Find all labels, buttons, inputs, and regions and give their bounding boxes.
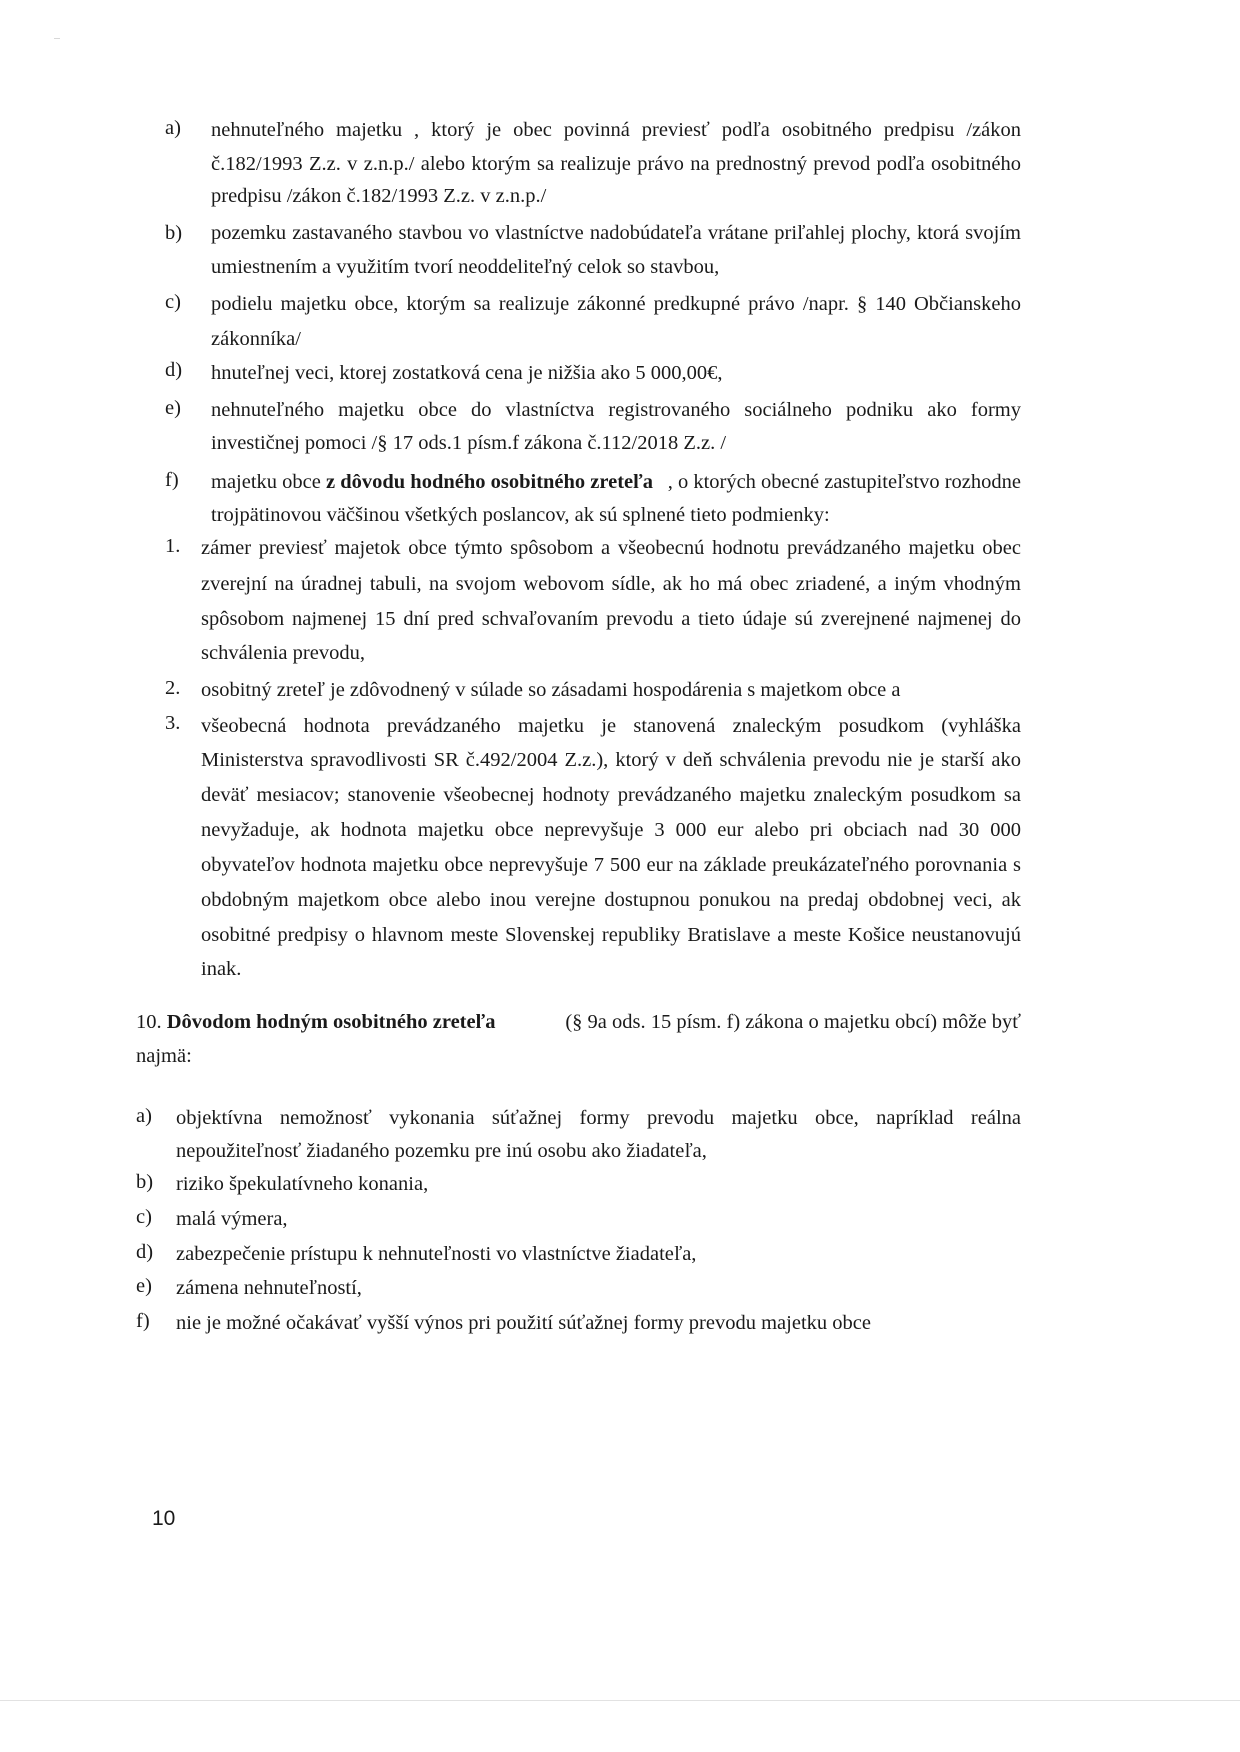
numbered-item-line: osobitné predpisy o hlavnom meste Slovenskej republiky Bratislave a meste Košice neustanovujú: [201, 924, 1021, 946]
list-item-line: malá výmera,: [176, 1208, 288, 1230]
list-item-marker: c): [165, 291, 181, 313]
numbered-item-line: obdobným majetkom obce alebo inou verejne dostupnou ponukou na predaj obdobnej veci, ak: [201, 889, 1021, 911]
list-item-line: zákonníka/: [211, 328, 301, 350]
numbered-item-line: zámer previesť majetok obce týmto spôsobom a všeobecnú hodnotu prevádzaného majetku obec: [201, 537, 1021, 559]
numbered-item-line: inak.: [201, 958, 242, 980]
numbered-item-line: obyvateľov hodnota majetku obce neprevyšuje 7 500 eur na základe preukázateľného porovnania s: [201, 854, 1021, 876]
list-item-marker: e): [136, 1275, 152, 1297]
numbered-item-line: deväť mesiacov; stanovenie všeobecnej hodnoty prevádzaného majetku znaleckým posudkom sa: [201, 784, 1021, 806]
section-heading-line: [136, 1004, 1021, 1041]
list-item-line-with-bold: [211, 464, 1021, 501]
section-text-line: najmä:: [136, 1045, 192, 1067]
list-item-marker: d): [136, 1241, 154, 1263]
list-item-line: trojpätinovou väčšinou všetkých poslancov, ak sú splnené tieto podmienky:: [211, 504, 830, 526]
list-item-marker: b): [165, 222, 183, 244]
text-fragment: majetku obce: [211, 471, 326, 493]
list-item-line: nehnuteľného majetku , ktorý je obec povinná previesť podľa osobitného predpisu /zákon: [211, 119, 1021, 141]
list-item-line: hnuteľnej veci, ktorej zostatková cena je nižšia ako 5 000,00€,: [211, 362, 723, 384]
list-item-line: predpisu /zákon č.182/1993 Z.z. v z.n.p./: [211, 185, 547, 207]
list-item-line: nie je možné očakávať vyšší výnos pri použití súťažnej formy prevodu majetku obce: [176, 1312, 871, 1334]
page-number: 10: [152, 1507, 176, 1530]
section-text: (§ 9a ods. 15 písm. f) zákona o majetku obcí) môže byť: [565, 1011, 1021, 1033]
list-item-marker: b): [136, 1171, 154, 1193]
section-bold-phrase: Dôvodom hodným osobitného zreteľa: [166, 1011, 496, 1033]
list-item-line: pozemku zastavaného stavbou vo vlastníctve nadobúdateľa vrátane priľahlej plochy, ktorá svojím: [211, 222, 1021, 244]
list-item-marker: d): [165, 359, 183, 381]
list-item-marker: c): [136, 1206, 152, 1228]
numbered-item-marker: 2.: [165, 677, 181, 699]
numbered-item-line: osobitný zreteľ je zdôvodnený v súlade so zásadami hospodárenia s majetkom obce a: [201, 679, 901, 701]
numbered-item-marker: 3.: [165, 712, 181, 734]
list-item-marker: a): [165, 117, 181, 139]
text-fragment: , o ktorých obecné zastupiteľstvo rozhodne: [667, 471, 1021, 493]
list-item-line: zámena nehnuteľností,: [176, 1277, 362, 1299]
numbered-item-line: Ministerstva spravodlivosti SR č.492/2004 Z.z.), ktorý v deň schválenia prevodu nie je starší ako: [201, 749, 1021, 771]
list-item-marker: f): [136, 1310, 150, 1332]
numbered-item-line: zverejní na úradnej tabuli, na svojom webovom sídle, ak ho má obec zriadené, a iným vhodným: [201, 573, 1021, 595]
list-item-line: investičnej pomoci /§ 17 ods.1 písm.f zákona č.112/2018 Z.z. /: [211, 432, 727, 454]
list-item-marker: a): [136, 1105, 152, 1127]
numbered-item-line: spôsobom najmenej 15 dní pred schvaľovaním prevodu a tieto údaje sú zverejnené najmenej do: [201, 608, 1021, 630]
numbered-item-marker: 1.: [165, 535, 181, 557]
numbered-item-line: schválenia prevodu,: [201, 642, 365, 664]
list-item-line: podielu majetku obce, ktorým sa realizuje zákonné predkupné právo /napr. § 140 Občianskeho: [211, 293, 1021, 315]
bold-phrase: z dôvodu hodného osobitného zreteľa: [325, 471, 654, 493]
list-item-line: zabezpečenie prístupu k nehnuteľnosti vo vlastníctve žiadateľa,: [176, 1243, 697, 1265]
list-item-marker: e): [165, 397, 181, 419]
numbered-item-line: všeobecná hodnota prevádzaného majetku je stanovená znaleckým posudkom (vyhláška: [201, 715, 1021, 737]
list-item-line: nehnuteľného majetku obce do vlastníctva registrovaného sociálneho podniku ako formy: [211, 399, 1021, 421]
list-item-line: umiestnením a využitím tvorí neoddeliteľný celok so stavbou,: [211, 256, 720, 278]
list-item-line: nepoužiteľnosť žiadaného pozemku pre inú osobu ako žiadateľa,: [176, 1140, 707, 1162]
list-item-line: č.182/1993 Z.z. v z.n.p./ alebo ktorým sa realizuje právo na prednostný prevod podľa osobitného: [211, 153, 1021, 175]
scan-edge-line: [0, 1700, 1240, 1701]
scan-artifact: [54, 38, 60, 39]
list-item-line: riziko špekulatívneho konania,: [176, 1173, 429, 1195]
numbered-item-line: nevyžaduje, ak hodnota majetku obce neprevyšuje 3 000 eur alebo pri obciach nad 30 000: [201, 819, 1021, 841]
list-item-marker: f): [165, 469, 179, 491]
list-item-line: objektívna nemožnosť vykonania súťažnej formy prevodu majetku obce, napríklad reálna: [176, 1107, 1021, 1129]
section-number: 10.: [136, 1011, 162, 1033]
